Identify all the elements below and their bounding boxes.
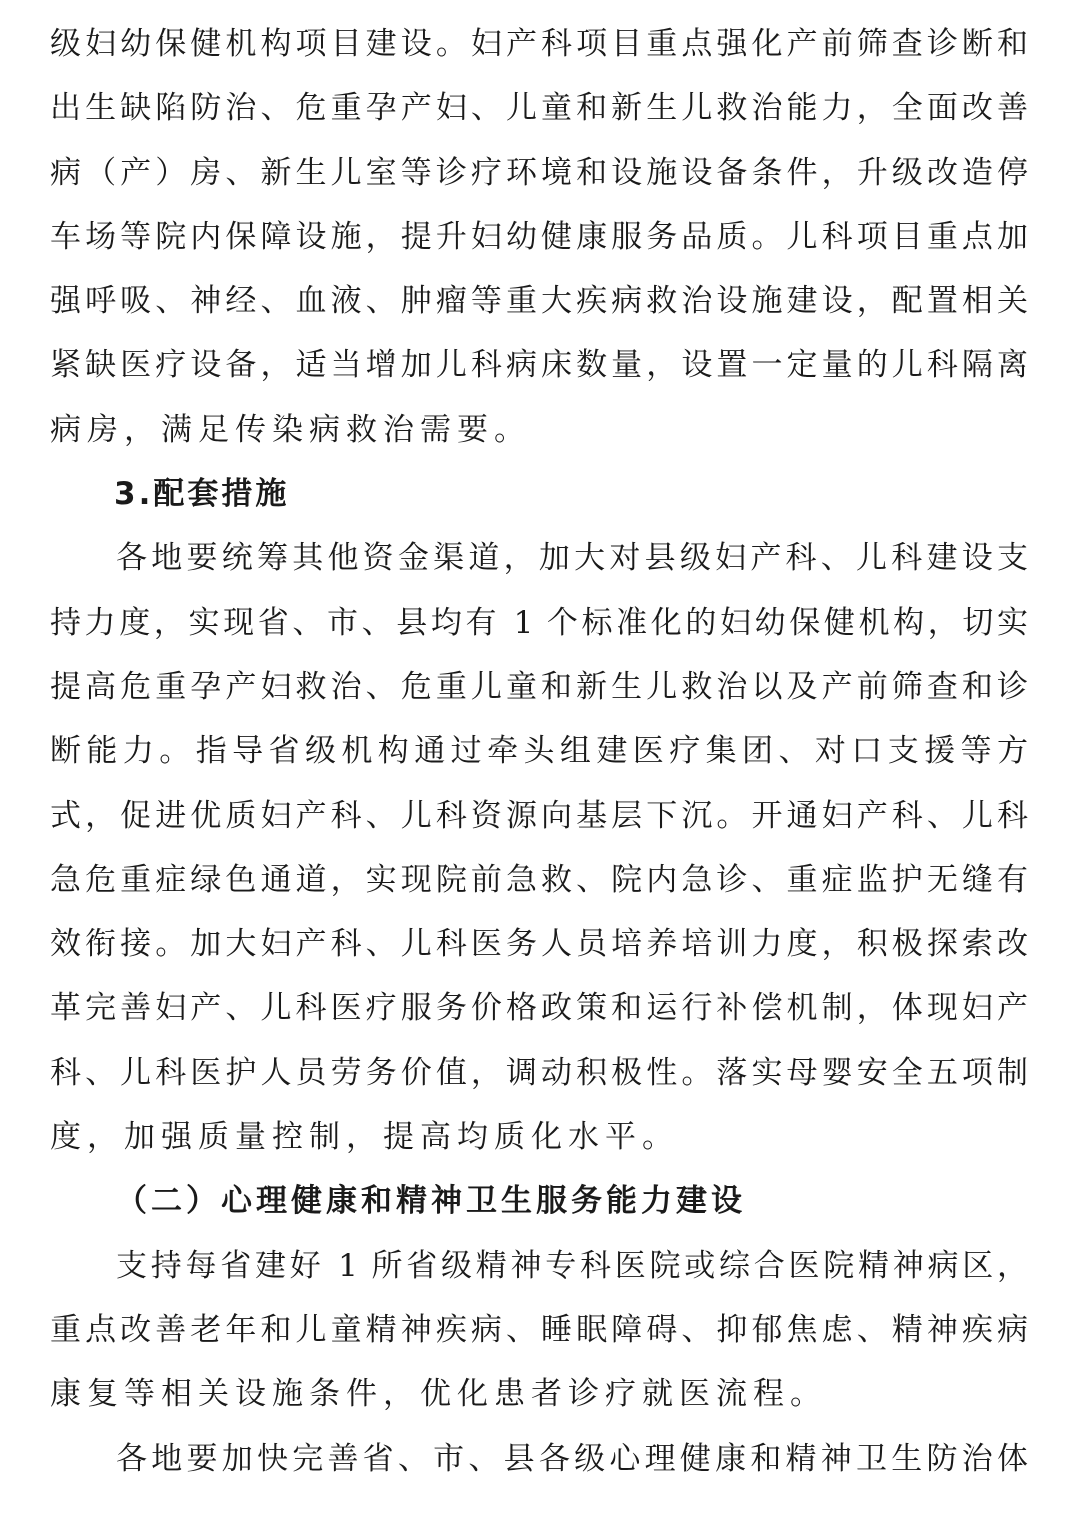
text-line: 重点改善老年和儿童精神疾病、睡眠障碍、抑郁焦虑、精神疾病: [50, 1311, 1028, 1348]
text-line: 各地要统筹其他资金渠道，加大对县级妇产科、儿科建设支: [116, 540, 1028, 577]
text-line: 病（产）房、新生儿室等诊疗环境和设施设备条件，升级改造停: [50, 154, 1028, 191]
paragraph-mental-health-hospitals: [50, 1234, 1028, 1427]
text-line: 各地要加快完善省、市、县各级心理健康和精神卫生防治体: [116, 1440, 1028, 1477]
text-line: 康复等相关设施条件，优化患者诊疗就医流程。: [50, 1376, 827, 1413]
text-line: 车场等院内保障设施，提升妇幼健康服务品质。儿科项目重点加: [50, 218, 1028, 255]
section-heading-mental-health: （二）心理健康和精神卫生服务能力建设: [116, 1183, 746, 1220]
text-line: 持力度，实现省、市、县均有 1 个标准化的妇幼保健机构，切实: [50, 604, 1028, 641]
text-line: 强呼吸、神经、血液、肿瘤等重大疾病救治设施建设，配置相关: [50, 283, 1028, 320]
text-line: 急危重症绿色通道，实现院前急救、院内急诊、重症监护无缝有: [50, 861, 1028, 898]
text-line: 提高危重孕产妇救治、危重儿童和新生儿救治以及产前筛查和诊: [50, 668, 1028, 705]
text-line: 效衔接。加大妇产科、儿科医务人员培养培训力度，积极探索改: [50, 926, 1028, 963]
text-line: 断能力。指导省级机构通过牵头组建医疗集团、对口支援等方: [50, 733, 1028, 770]
text-line: 度，加强质量控制，提高均质化水平。: [50, 1119, 679, 1156]
text-line: 紧缺医疗设备，适当增加儿科病床数量，设置一定量的儿科隔离: [50, 347, 1028, 384]
document-page: [50, 12, 1028, 1491]
text-line: 支持每省建好 1 所省级精神专科医院或综合医院精神病区，: [116, 1247, 1028, 1284]
text-line: 科、儿科医护人员劳务价值，调动积极性。落实母婴安全五项制: [50, 1054, 1028, 1091]
text-line: 出生缺陷防治、危重孕产妇、儿童和新生儿救治能力，全面改善: [50, 90, 1028, 127]
text-line: 式，促进优质妇产科、儿科资源向基层下沉。开通妇产科、儿科: [50, 797, 1028, 834]
paragraph-maternal-child-projects: [50, 12, 1028, 462]
paragraph-supporting-measures: [50, 526, 1028, 1169]
text-line: 病房，满足传染病救治需要。: [50, 411, 531, 448]
text-line: 级妇幼保健机构项目建设。妇产科项目重点强化产前筛查诊断和: [50, 26, 1028, 62]
text-line: 革完善妇产、儿科医疗服务价格政策和运行补偿机制，体现妇产: [50, 990, 1028, 1027]
paragraph-mental-health-system: [50, 1427, 1028, 1491]
section-heading-supporting-measures: 3.配套措施: [114, 476, 290, 513]
